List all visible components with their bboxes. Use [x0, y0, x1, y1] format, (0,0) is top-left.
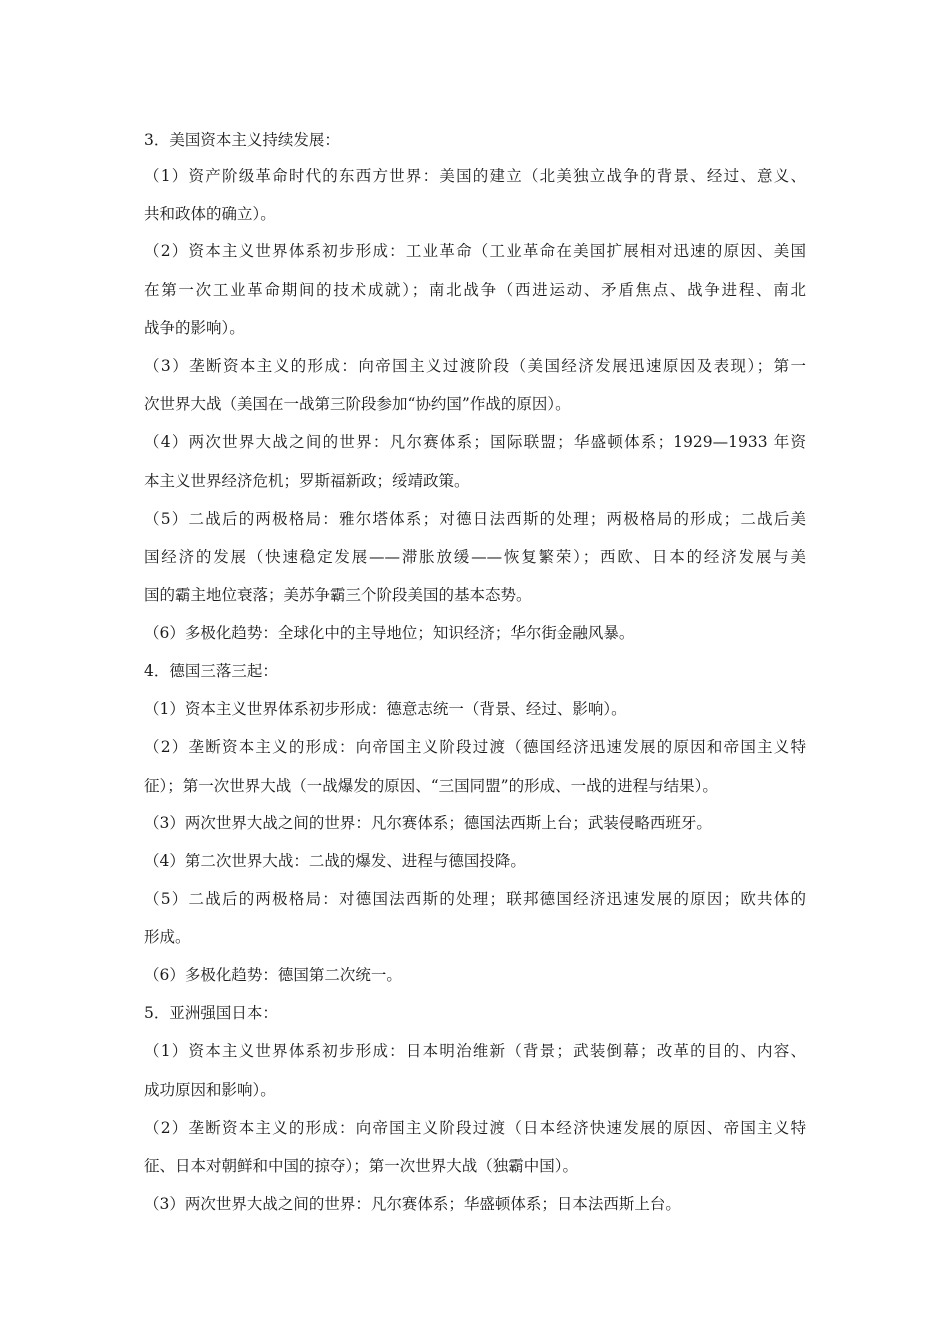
- text-line: （6）多极化趋势：德国第二次统一。: [144, 966, 402, 984]
- text-line: 3．美国资本主义持续发展：: [144, 131, 340, 149]
- text-line: （5）二战后的两极格局：对德国法西斯的处理；联邦德国经济迅速发展的原因；欧共体的: [144, 890, 806, 908]
- text-line: （2）垄断资本主义的形成：向帝国主义阶段过渡（日本经济快速发展的原因、帝国主义特: [144, 1119, 806, 1137]
- text-line: 战争的影响）。: [144, 319, 245, 337]
- text-line: 国的霸主地位衰落；美苏争霸三个阶段美国的基本态势。: [144, 586, 532, 604]
- text-line: 形成。: [144, 928, 191, 946]
- text-line: （3）两次世界大战之间的世界：凡尔赛体系；华盛顿体系；日本法西斯上台。: [144, 1195, 681, 1213]
- text-line: （1）资产阶级革命时代的东西方世界：美国的建立（北美独立战争的背景、经过、意义、: [144, 167, 806, 185]
- text-line: 征、日本对朝鲜和中国的掠夺）；第一次世界大战（独霸中国）。: [144, 1157, 579, 1175]
- text-line: 4．德国三落三起：: [144, 662, 278, 680]
- text-line: （2）垄断资本主义的形成：向帝国主义阶段过渡（德国经济迅速发展的原因和帝国主义特: [144, 738, 806, 756]
- text-line: 共和政体的确立）。: [144, 205, 276, 223]
- text-line: （1）资本主义世界体系初步形成：日本明治维新（背景；武装倒幕；改革的目的、内容、: [144, 1042, 806, 1060]
- text-line: （4）第二次世界大战：二战的爆发、进程与德国投降。: [144, 852, 526, 870]
- text-line: 征）；第一次世界大战（一战爆发的原因、“三国同盟”的形成、一战的进程与结果）。: [144, 777, 718, 795]
- text-line: （6）多极化趋势：全球化中的主导地位；知识经济；华尔街金融风暴。: [144, 624, 635, 642]
- text-line: 次世界大战（美国在一战第三阶段参加“协约国”作战的原因）。: [144, 395, 571, 413]
- text-line: （2）资本主义世界体系初步形成：工业革命（工业革命在美国扩展相对迅速的原因、美国: [144, 242, 806, 260]
- text-line: 5．亚洲强国日本：: [144, 1004, 278, 1022]
- text-line: （1）资本主义世界体系初步形成：德意志统一（背景、经过、影响）。: [144, 700, 627, 718]
- text-line: 在第一次工业革命期间的技术成就）；南北战争（西进运动、矛盾焦点、战争进程、南北: [144, 281, 806, 299]
- text-line: 成功原因和影响）。: [144, 1081, 276, 1099]
- text-line: 国经济的发展（快速稳定发展——滞胀放缓——恢复繁荣）；西欧、日本的经济发展与美: [144, 548, 806, 566]
- text-line: （3）两次世界大战之间的世界：凡尔赛体系；德国法西斯上台；武装侵略西班牙。: [144, 814, 712, 832]
- text-line: （3）垄断资本主义的形成：向帝国主义过渡阶段（美国经济发展迅速原因及表现）；第一: [144, 357, 806, 375]
- text-line: （5）二战后的两极格局：雅尔塔体系；对德日法西斯的处理；两极格局的形成；二战后美: [144, 510, 806, 528]
- text-line: （4）两次世界大战之间的世界：凡尔赛体系；国际联盟；华盛顿体系；1929—1933 年资: [144, 433, 806, 451]
- text-line: 本主义世界经济危机；罗斯福新政；绥靖政策。: [144, 472, 470, 490]
